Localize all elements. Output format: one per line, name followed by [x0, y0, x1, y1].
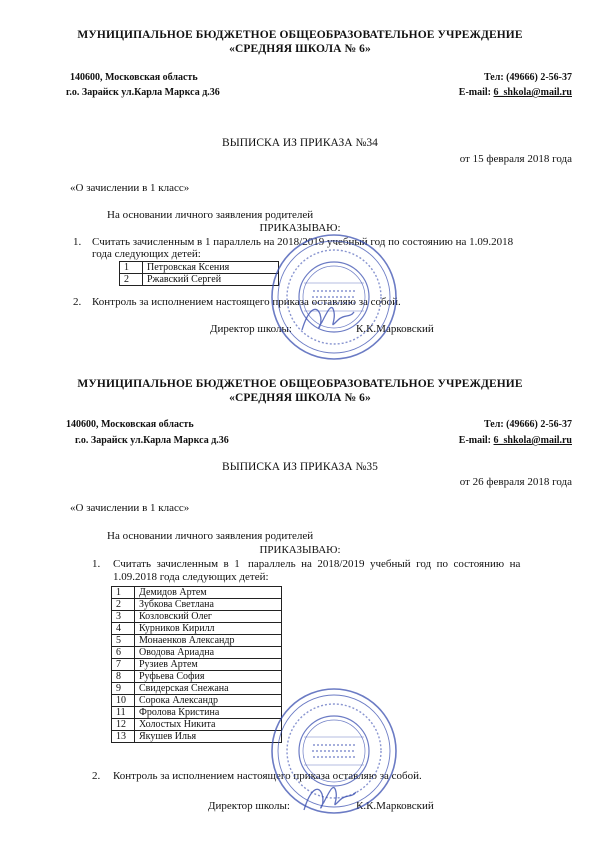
- org-name-line1: МУНИЦИПАЛЬНОЕ БЮДЖЕТНОЕ ОБЩЕОБРАЗОВАТЕЛЬНОЕ УЧРЕЖДЕНИЕ: [77, 29, 523, 41]
- row-number: 1: [112, 587, 135, 599]
- director-signature: [298, 300, 358, 340]
- org-name-line2: «СРЕДНЯЯ ШКОЛА № 6»: [229, 43, 371, 55]
- student-name: Зубкова Светлана: [135, 599, 282, 611]
- order-heading-2: ПРИКАЗЫВАЮ:: [259, 544, 341, 556]
- phone-2: Тел: (49666) 2-56-37: [484, 419, 572, 430]
- student-name: Руфьева София: [135, 671, 282, 683]
- extract-title-2: ВЫПИСКА ИЗ ПРИКАЗА №35: [222, 461, 378, 473]
- row-number: 1: [120, 262, 143, 274]
- item1-text-cont-2: 1.09.2018 года следующих детей:: [113, 571, 269, 583]
- email: [459, 87, 572, 98]
- org-name-line2-2: «СРЕДНЯЯ ШКОЛА № 6»: [229, 392, 371, 404]
- row-number: 2: [112, 599, 135, 611]
- table-row: [112, 683, 282, 695]
- student-name: Оводова Ариадна: [135, 647, 282, 659]
- row-number: 6: [112, 647, 135, 659]
- row-number: 7: [112, 659, 135, 671]
- item2-number: 2.: [73, 296, 82, 308]
- student-name: Петровская Ксения: [143, 262, 279, 274]
- row-number: 12: [112, 719, 135, 731]
- student-name: Козловский Олег: [135, 611, 282, 623]
- table-row: [112, 599, 282, 611]
- table-row: [112, 695, 282, 707]
- org-name-line1-2: МУНИЦИПАЛЬНОЕ БЮДЖЕТНОЕ ОБЩЕОБРАЗОВАТЕЛЬНОЕ УЧРЕЖДЕНИЕ: [77, 378, 523, 390]
- item1-number: 1.: [73, 236, 82, 248]
- row-number: 9: [112, 683, 135, 695]
- order-basis: На основании личного заявления родителей: [107, 209, 314, 221]
- student-name: Фролова Кристина: [135, 707, 282, 719]
- students-table-2: [111, 586, 282, 743]
- table-row: [120, 262, 279, 274]
- student-name: Свидерская Снежана: [135, 683, 282, 695]
- student-name: Монаенков Александр: [135, 635, 282, 647]
- table-row: [112, 635, 282, 647]
- item1-number-2: 1.: [92, 558, 101, 570]
- row-number: 10: [112, 695, 135, 707]
- row-number: 13: [112, 731, 135, 743]
- row-number: 2: [120, 274, 143, 286]
- signature-name-2: К.К.Марковский: [356, 800, 434, 812]
- item2-text: Контроль за исполнением настоящего приказа оставляю за собой.: [92, 296, 401, 308]
- row-number: 4: [112, 623, 135, 635]
- table-row: [112, 623, 282, 635]
- address-line2-2: г.о. Зарайск ул.Карла Маркса д.36: [75, 435, 229, 446]
- row-number: 5: [112, 635, 135, 647]
- row-number: 3: [112, 611, 135, 623]
- table-row: [112, 731, 282, 743]
- school-stamp: [268, 231, 400, 363]
- item2-number-2: 2.: [92, 770, 101, 782]
- students-table: [119, 261, 279, 286]
- signature-name: К.К.Марковский: [356, 323, 434, 335]
- table-row: [120, 274, 279, 286]
- extract-title: ВЫПИСКА ИЗ ПРИКАЗА №34: [222, 137, 378, 149]
- student-name: Демидов Артем: [135, 587, 282, 599]
- student-name: Холостых Никита: [135, 719, 282, 731]
- student-name: Ржавский Сергей: [143, 274, 279, 286]
- item1-text-2: Считать зачисленным в 1 параллель на 2018/2019 учебный год по состоянию на: [113, 558, 521, 570]
- table-row: [112, 719, 282, 731]
- order-heading: ПРИКАЗЫВАЮ:: [259, 222, 341, 234]
- table-row: [112, 671, 282, 683]
- email-link[interactable]: 6_shkola@mail.ru: [493, 87, 572, 98]
- table-row: [112, 611, 282, 623]
- row-number: 8: [112, 671, 135, 683]
- row-number: 11: [112, 707, 135, 719]
- email-link-2[interactable]: 6_shkola@mail.ru: [493, 435, 572, 446]
- signature-role: Директор школы:: [210, 323, 292, 335]
- item1-text: Считать зачисленным в 1 параллель на 2018/2019 учебный год по состоянию на 1.09.2018: [92, 236, 514, 248]
- table-row: [112, 587, 282, 599]
- order-subject-2: «О зачислении в 1 класс»: [70, 502, 190, 514]
- email-label: E-mail:: [458, 87, 494, 98]
- student-name: Якушев Илья: [135, 731, 282, 743]
- student-name: Рузиев Артем: [135, 659, 282, 671]
- address-line2: г.о. Зарайск ул.Карла Маркса д.36: [66, 87, 220, 98]
- signature-role-2: Директор школы:: [208, 800, 290, 812]
- table-row: [112, 647, 282, 659]
- order-basis-2: На основании личного заявления родителей: [107, 530, 314, 542]
- table-row: [112, 707, 282, 719]
- table-row: [112, 659, 282, 671]
- order-date-2: от 26 февраля 2018 года: [459, 476, 572, 488]
- email-label-2: E-mail:: [458, 435, 494, 446]
- order-subject: «О зачислении в 1 класс»: [70, 182, 190, 194]
- director-signature-2: [300, 780, 360, 820]
- order-date: от 15 февраля 2018 года: [459, 153, 572, 165]
- email-2: [459, 435, 572, 446]
- student-name: Сорока Александр: [135, 695, 282, 707]
- item1-text-cont: года следующих детей:: [92, 248, 201, 260]
- address-line1-2: 140600, Московская область: [66, 419, 194, 430]
- phone: Тел: (49666) 2-56-37: [484, 72, 572, 83]
- student-name: Курников Кирилл: [135, 623, 282, 635]
- item2-text-2: Контроль за исполнением настоящего приказа оставляю за собой.: [113, 770, 422, 782]
- address-line1: 140600, Московская область: [70, 72, 198, 83]
